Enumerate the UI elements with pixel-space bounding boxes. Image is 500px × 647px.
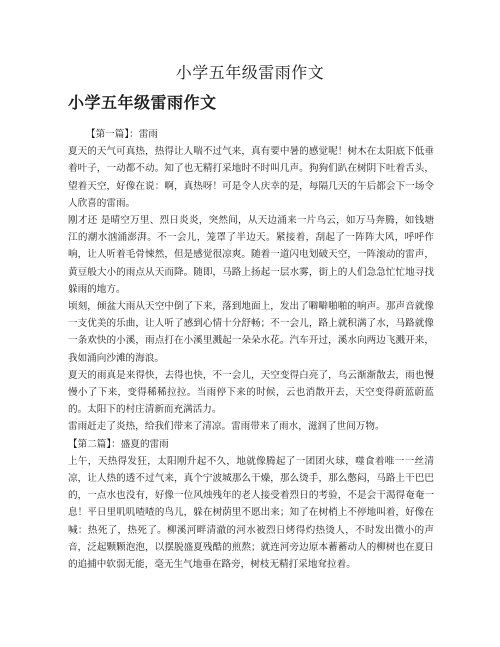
section-heading-2: 【第二篇】：盛夏的雷雨 (68, 438, 169, 450)
document-heading: 小学五年级雷雨作文 (68, 93, 217, 112)
document-title: 小学五年级雷雨作文 (175, 63, 325, 82)
paragraph: 夏天的天气可真热，热得让人喘不过气来，真有要中暑的感觉呢！树木在太阳底下低垂着叶子，一动都不动。知了也无精打采地时不时叫几声。狗狗们趴在树阴下吐着舌头，望着天空，好像在说：啊，真热呀！可是令人庆幸的是，每隔几天的午后都会下一场令人欣喜的雷雨。 (68, 146, 434, 209)
paragraph: 上午，天热得发狂，太阳刚升起不久，地就像腾起了一团团火球，噬食着唯一一丝清凉，让人热的透不过气来，真个宁波城那么干燥，那么烫手，那么憋闷，马路上干巴巴的，一点水也没有，好像一位风烛残年的老人接受着烈日的考验，不是会干渴得奄奄一息！平日里叽叽喳喳的鸟儿，躲在树荫里不愿出来；知了在树梢上不停地叫着，好像在喊：热死了，热死了。柳溪河畔清澈的河水被烈日烤得灼热烫人，不时发出微小的声音，泛起颗颗泡泡，以摆脱盛夏残酷的煎熬；就连河旁边原本蓄蓄动人的柳树也在夏日的追捕中软弱无能，毫无生气地垂在路旁，树枝无精打采地耷拉着。 (68, 455, 434, 571)
document-body (68, 126, 434, 573)
paragraph: 顷刻，倾盆大雨从天空中倒了下来，落到地面上，发出了噼噼啪啪的响声。那声音就像一支优美的乐曲，让人听了感到心情十分舒畅；不一会儿，路上就积满了水，马路就像一条欢快的小溪，雨点打在小溪里溅起一朵朵水花。汽车开过，溪水向两边飞溅开来，我如涌向沙滩的海浪。 (68, 301, 434, 364)
paragraph: 雷雨赶走了炎热，给我们带来了清凉。雷雨带来了雨水，滋润了世间万物。 (68, 421, 385, 433)
paragraph: 夏天的雨真是来得快，去得也快，不一会儿，天空变得白亮了，乌云渐渐散去，雨也慢慢小了下来，变得稀稀拉拉。当雨停下来的时候，云也消散开去，天空变得蔚蓝蔚蓝的。太阳下的村庄清新而充满活力。 (68, 369, 434, 416)
paragraph: 刚才还 是晴空万里、烈日炎炎，突然间，从天边涌来一片乌云，如万马奔腾，如钱塘江的潮水汹涌澎湃。不一会儿，笼罩了半边天。紧接着，刮起了一阵阵大风，呼呼作响，让人听着毛骨悚然，但是感觉很凉爽。随着一道闪电划破天空，一阵滚动的雷声，黄豆般大小的雨点从天而降。随即，马路上扬起一层水雾，街上的人们急急忙忙地寻找躲雨的地方。 (68, 215, 434, 295)
section-heading-1: 【第一篇】：雷雨 (86, 129, 158, 140)
